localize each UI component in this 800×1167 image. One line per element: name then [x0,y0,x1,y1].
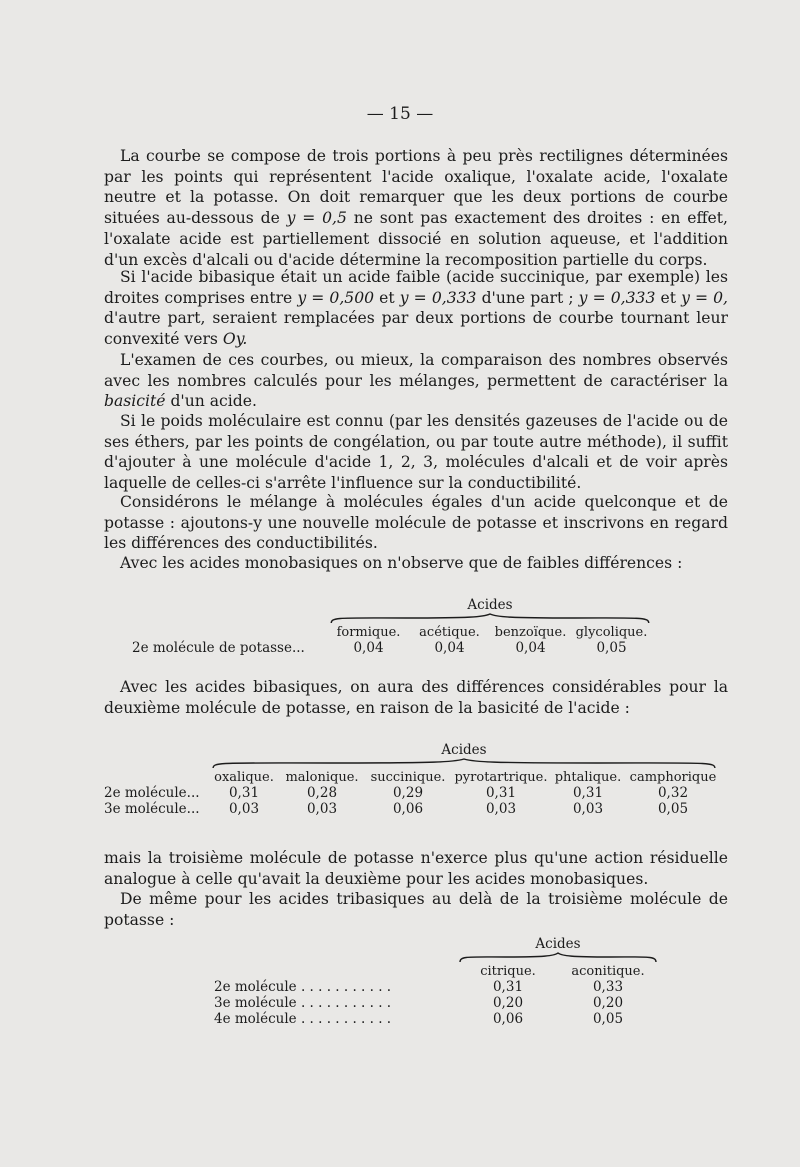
p2-text-a: Si l'acide bibasique était un acide faible (acide succinique, par exemple) les droites comprises entre [104,268,728,307]
table-tribasic [214,936,658,1027]
table2-value: 0,31 [485,785,517,801]
table3-col-0: citrique. [480,964,536,979]
paragraph-9 [104,889,728,930]
table1-value: 0,05 [596,640,627,656]
table1-col-3: glycolique. [575,625,648,640]
p9-text: De même pour les acides tribasiques au delà de la troisième molécule de potasse : [104,890,728,929]
p2-text-d: et [660,288,676,307]
paragraph-4 [104,411,728,494]
table-bibasic [104,742,720,817]
table2-value: 0,05 [657,801,689,817]
table2-value: 0,06 [392,801,424,817]
table2-row-label: 2e molécule... [104,785,200,801]
table2-value: 0,03 [228,801,260,817]
table3-value: 0,06 [492,1011,524,1027]
p2-math-3: y = 0,333 [578,288,656,307]
table3-row-label: 3e molécule . . . . . . . . . . . [214,995,392,1011]
table2-value: 0,03 [572,801,604,817]
table3-value: 0,05 [592,1011,624,1027]
table-row [104,785,720,801]
table2-value: 0,28 [306,785,338,801]
table2-value: 0,32 [657,785,689,801]
p4-text: Si le poids moléculaire est connu (par les densités gazeuses de l'acide ou de ses éthers, par les points de congélation, ou par toute autre méthode), il suffit d'ajouter à une molécule d'acide 1, 2, 3, molécules d'alcali et de voir après laquelle de celles-ci s'arrête l'influence sur la conductibilité. [104,412,728,493]
table2-caption: Acides [441,742,487,758]
p5-text: Considérons le mélange à molécules égales d'un acide quelconque et de potasse : ajoutons-y une nouvelle molécule de potasse et inscrivons en regard les différences des conductibilités. [104,493,728,553]
table3-caption: Acides [535,936,581,952]
table3-row-label: 4e molécule . . . . . . . . . . . [214,1011,392,1027]
p3-text-b: d'un acide. [170,392,257,411]
paragraph-6 [104,553,728,574]
table2-col-1: malonique. [285,770,359,785]
table2-value: 0,03 [485,801,517,817]
p2-text-e: d'autre part, seraient remplacées par deux portions de courbe tournant leur convexité vers [104,309,728,349]
table3-value: 0,20 [592,995,624,1011]
table2-col-4: phtalique. [554,770,622,785]
p2-math-1: y = 0,500 [297,288,375,307]
table2-col-2: succinique. [370,770,446,785]
table1-value: 0,04 [434,640,465,656]
p2-math-5: Oy. [222,330,248,349]
table3-col-1: aconitique. [571,964,645,979]
table-row [214,1011,658,1027]
table3-value: 0,20 [492,995,524,1011]
p2-math-4: y = 0, [681,288,728,307]
p1-text-a: La courbe se compose de trois portions à peu près rectilignes déterminées par les points qui représentent l'acide oxalique, l'oxalate acide, l'oxalate neutre et la potasse. On doit remarquer que les deux portions de courbe situées au-dessous de [104,147,728,228]
brace-icon [208,758,720,770]
table3-brace [458,952,658,964]
page-number: — 15 — [366,104,434,124]
table2-value: 0,29 [392,785,424,801]
paragraph-8 [104,848,728,889]
brace-icon [458,952,658,964]
table-row [214,979,658,995]
table3-value: 0,31 [492,979,524,995]
p7-text: Avec les acides bibasiques, on aura des différences considérables pour la deuxième molécule de potasse, en raison de la basicité de l'acide : [104,678,728,717]
table1-row-label: 2e molécule de potasse... [132,640,305,656]
p8-text: mais la troisième molécule de potasse n'exerce plus qu'une action résiduelle analogue à celle qu'avait la deuxième pour les acides monobasiques. [104,849,728,888]
table1-col-2: benzoïque. [494,625,567,640]
table-monobasic [132,597,652,656]
table1-col-0: formique. [336,625,401,640]
table1-caption: Acides [467,597,513,613]
table-row [104,801,720,817]
p2-math-2: y = 0,333 [399,288,477,307]
paragraph-2 [104,267,728,350]
p1-math: y = 0,5 [286,209,347,228]
table3-row-label: 2e molécule . . . . . . . . . . . [214,979,392,995]
table2-col-3: pyrotartrique. [454,770,548,785]
table2-value: 0,31 [228,785,260,801]
p6-text: Avec les acides monobasiques on n'observe que de faibles différences : [120,554,683,572]
paragraph-7 [104,677,728,718]
p3-text-a: L'examen de ces courbes, ou mieux, la comparaison des nombres observés avec les nombres calculés pour les mélanges, permettent de caractériser la [104,351,728,390]
table2-brace [208,758,720,770]
paragraph-3 [104,350,728,412]
brace-icon [328,613,652,625]
table3-value: 0,33 [592,979,624,995]
table-row [132,640,652,656]
table2-value: 0,31 [572,785,604,801]
table1-col-1: acétique. [419,625,480,640]
p1-text-b: ne sont pas exactement des droites : en effet, l'oxalate acide est partiellement dissocié en solution aqueuse, et l'addition d'un excès d'alcali ou d'acide détermine la recomposition partielle du corps. [104,209,728,269]
table1-brace [328,613,652,625]
table-row [214,995,658,1011]
paragraph-5 [104,492,728,554]
p2-text-b: et [379,288,395,307]
table2-row-label: 3e molécule... [104,801,200,817]
table1-value: 0,04 [515,640,546,656]
table2-col-5: camphorique [629,770,717,785]
table2-col-0: oxalique. [214,770,274,785]
table2-value: 0,03 [306,801,338,817]
paragraph-1 [104,146,728,270]
p2-text-c: d'une part ; [481,288,574,307]
p3-emph: basicité [104,392,166,411]
table1-value: 0,04 [353,640,384,656]
